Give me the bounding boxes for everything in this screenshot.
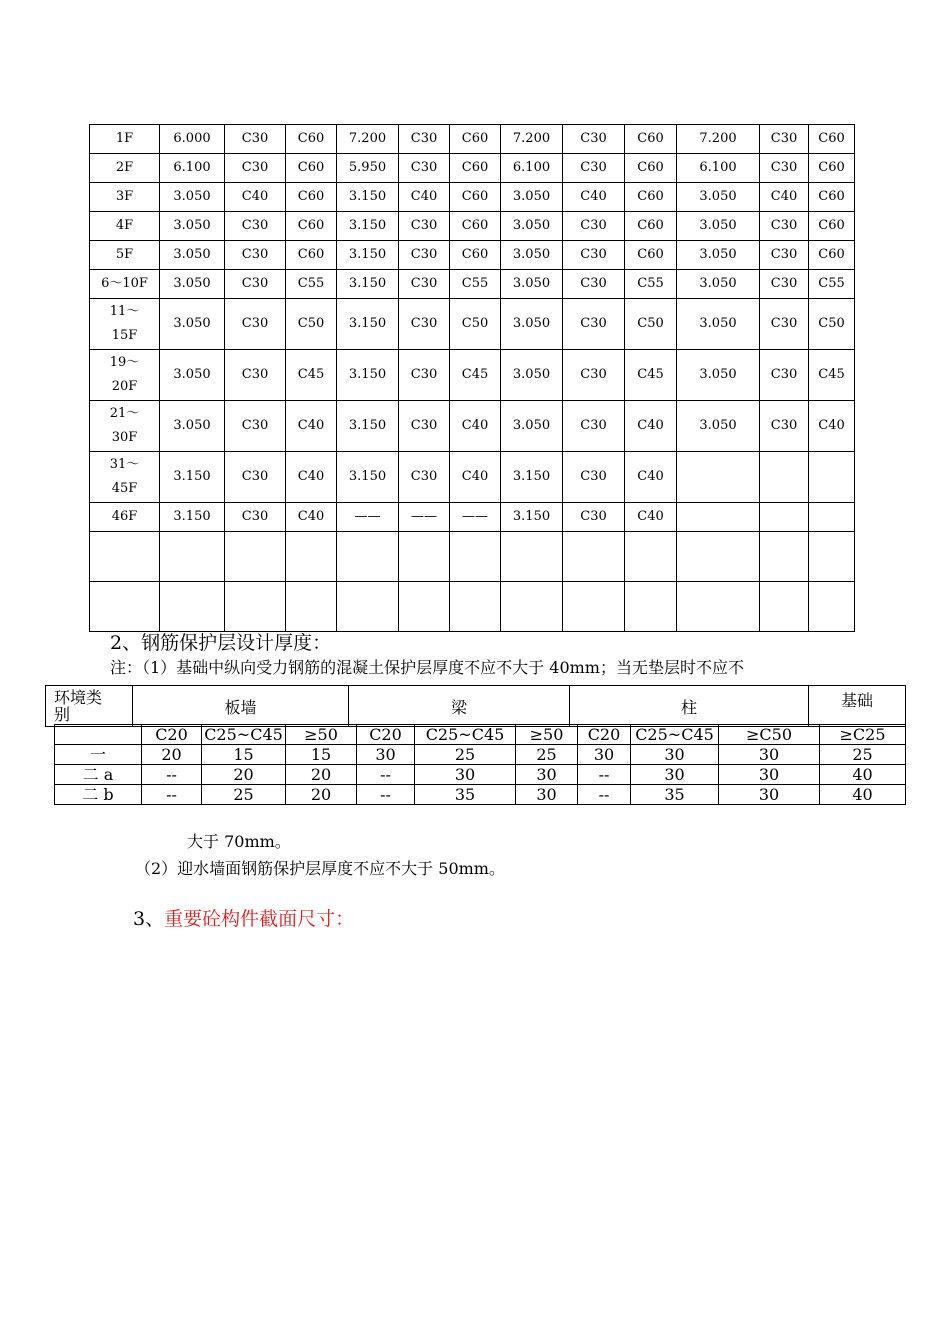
floor-value-cell: 3.150 xyxy=(337,241,399,270)
floor-value-cell: C30 xyxy=(760,350,809,401)
grade-header-cell: C25~C45 xyxy=(202,725,286,745)
floor-value-cell: C50 xyxy=(450,299,501,350)
grade-header-cell: C20 xyxy=(578,725,631,745)
env-category-cell: 一 xyxy=(55,745,142,765)
floor-value-cell: C40 xyxy=(399,183,450,212)
floor-value-cell: 5.950 xyxy=(337,154,399,183)
cover-value-cell: 20 xyxy=(142,745,202,765)
floor-value-cell: 3.050 xyxy=(677,299,760,350)
floor-value-cell: C60 xyxy=(809,125,855,154)
floor-label-cell xyxy=(90,532,160,582)
floor-row xyxy=(90,503,855,532)
floor-value-cell: 3.050 xyxy=(501,350,563,401)
floor-value-cell xyxy=(337,532,399,582)
group-header-foundation: 基础 xyxy=(809,686,906,727)
floor-value-cell: 3.150 xyxy=(501,503,563,532)
floor-value-cell: C30 xyxy=(399,270,450,299)
floor-value-cell: C30 xyxy=(760,212,809,241)
floor-value-cell: C30 xyxy=(760,270,809,299)
floor-value-cell: C30 xyxy=(563,401,625,452)
floor-row xyxy=(90,125,855,154)
cover-value-cell: -- xyxy=(578,785,631,805)
floor-value-cell: C30 xyxy=(563,241,625,270)
note-line-1-continued: 大于 70mm。 xyxy=(187,832,291,851)
floor-value-cell: 3.050 xyxy=(160,183,225,212)
floor-value-cell: C30 xyxy=(760,241,809,270)
floor-row xyxy=(90,582,855,632)
cover-value-cell: 20 xyxy=(286,765,357,785)
cover-row xyxy=(55,765,906,785)
floor-value-cell: C40 xyxy=(225,183,286,212)
floor-value-cell: C60 xyxy=(286,212,337,241)
grade-row xyxy=(55,725,906,745)
cover-row xyxy=(55,785,906,805)
floor-value-cell: 3.050 xyxy=(501,212,563,241)
floor-value-cell: C60 xyxy=(625,183,677,212)
floor-value-cell: 3.150 xyxy=(160,452,225,503)
group-header-column: 柱 xyxy=(570,686,809,727)
floor-value-cell: C30 xyxy=(563,154,625,183)
grade-header-cell: ≥50 xyxy=(286,725,357,745)
cover-value-cell: -- xyxy=(142,765,202,785)
floor-value-cell xyxy=(625,582,677,632)
floor-row xyxy=(90,452,855,503)
floor-value-cell: 3.050 xyxy=(501,401,563,452)
floor-value-cell: C60 xyxy=(809,212,855,241)
floor-label-cell: 2F xyxy=(90,154,160,183)
floor-row xyxy=(90,401,855,452)
floor-value-cell xyxy=(286,582,337,632)
floor-value-cell xyxy=(337,582,399,632)
floor-value-cell: 3.050 xyxy=(501,299,563,350)
floor-value-cell: 3.050 xyxy=(501,241,563,270)
floor-value-cell: C30 xyxy=(563,350,625,401)
floor-value-cell: C30 xyxy=(225,270,286,299)
floor-value-cell: C45 xyxy=(286,350,337,401)
floor-value-cell: C60 xyxy=(450,154,501,183)
cover-value-cell: 30 xyxy=(719,765,820,785)
cover-value-cell: 25 xyxy=(820,745,906,765)
grade-header-cell: ≥C25 xyxy=(820,725,906,745)
section-3-title xyxy=(133,904,354,931)
floor-value-cell xyxy=(450,582,501,632)
floor-value-cell: C50 xyxy=(625,299,677,350)
floor-value-cell xyxy=(677,503,760,532)
floor-value-cell: C30 xyxy=(399,299,450,350)
floor-value-cell xyxy=(160,532,225,582)
floor-value-cell: C30 xyxy=(225,125,286,154)
cover-value-cell: 25 xyxy=(202,785,286,805)
floor-value-cell: C60 xyxy=(450,241,501,270)
floor-value-cell: C60 xyxy=(809,183,855,212)
cover-value-cell: -- xyxy=(142,785,202,805)
floor-row xyxy=(90,270,855,299)
floor-value-cell: C60 xyxy=(450,183,501,212)
floor-label-cell: 19～ 20F xyxy=(90,350,160,401)
floor-value-cell: 7.200 xyxy=(501,125,563,154)
floor-value-cell: C60 xyxy=(625,212,677,241)
floor-value-cell: C30 xyxy=(563,212,625,241)
floor-value-cell xyxy=(286,532,337,582)
floor-value-cell: C60 xyxy=(286,154,337,183)
floor-label-cell: 46F xyxy=(90,503,160,532)
floor-value-cell: C60 xyxy=(625,154,677,183)
floor-value-cell: C40 xyxy=(286,401,337,452)
floor-value-cell xyxy=(225,532,286,582)
floor-value-cell: C30 xyxy=(225,350,286,401)
floor-value-cell: 3.050 xyxy=(677,401,760,452)
floor-value-cell: 6.000 xyxy=(160,125,225,154)
floor-value-cell: 3.150 xyxy=(337,452,399,503)
env-category-cell: 二 a xyxy=(55,765,142,785)
floor-value-cell xyxy=(809,503,855,532)
floor-value-cell: C30 xyxy=(225,212,286,241)
floor-value-cell: C55 xyxy=(450,270,501,299)
floor-row xyxy=(90,350,855,401)
floor-value-cell: C30 xyxy=(225,154,286,183)
floor-value-cell: 3.050 xyxy=(160,350,225,401)
floor-value-cell xyxy=(677,582,760,632)
section-2-title: 2、钢筋保护层设计厚度： xyxy=(110,632,332,654)
floor-value-cell: 3.150 xyxy=(160,503,225,532)
floor-value-cell: C60 xyxy=(625,241,677,270)
floor-value-cell: C30 xyxy=(760,125,809,154)
cover-value-cell: 20 xyxy=(202,765,286,785)
floor-value-cell xyxy=(450,532,501,582)
floor-value-cell: C30 xyxy=(225,401,286,452)
cover-value-cell: 30 xyxy=(719,745,820,765)
cover-value-cell: 25 xyxy=(415,745,516,765)
grade-header-cell: C25~C45 xyxy=(415,725,516,745)
cover-value-cell: 30 xyxy=(631,765,719,785)
floor-value-cell: C40 xyxy=(625,452,677,503)
floor-value-cell xyxy=(809,532,855,582)
floor-value-cell: C60 xyxy=(625,125,677,154)
floor-value-cell: 3.050 xyxy=(160,241,225,270)
floor-value-cell: C60 xyxy=(450,212,501,241)
floor-value-cell: C30 xyxy=(399,350,450,401)
floor-value-cell: C30 xyxy=(399,401,450,452)
floor-value-cell: C30 xyxy=(760,401,809,452)
floor-value-cell: 3.150 xyxy=(337,270,399,299)
floor-value-cell: C40 xyxy=(625,401,677,452)
floor-value-cell: C45 xyxy=(809,350,855,401)
floor-label-cell: 11～ 15F xyxy=(90,299,160,350)
floor-value-cell xyxy=(677,532,760,582)
floor-value-cell: 7.200 xyxy=(677,125,760,154)
floor-value-cell: C30 xyxy=(760,299,809,350)
note-line-1: 注：（1）基础中纵向受力钢筋的混凝土保护层厚度不应不大于 40mm；当无垫层时不应不 xyxy=(110,658,744,677)
floor-value-cell: —— xyxy=(450,503,501,532)
cover-value-cell: 30 xyxy=(719,785,820,805)
floor-value-cell: C40 xyxy=(809,401,855,452)
floor-value-cell: C60 xyxy=(286,241,337,270)
floor-value-cell: 3.050 xyxy=(501,183,563,212)
grade-header-cell: C20 xyxy=(142,725,202,745)
group-header-beam: 梁 xyxy=(349,686,570,727)
cover-value-cell: 20 xyxy=(286,785,357,805)
floor-value-cell: C55 xyxy=(286,270,337,299)
floor-value-cell xyxy=(760,503,809,532)
floor-value-cell: 6.100 xyxy=(160,154,225,183)
floor-value-cell: C30 xyxy=(225,241,286,270)
floor-value-cell: C60 xyxy=(809,154,855,183)
floor-value-cell: C30 xyxy=(399,154,450,183)
floor-value-cell: C30 xyxy=(563,299,625,350)
cover-value-cell: 40 xyxy=(820,785,906,805)
floor-value-cell xyxy=(225,582,286,632)
floor-value-cell: C60 xyxy=(286,125,337,154)
floor-value-cell: 3.050 xyxy=(160,270,225,299)
floor-value-cell: 3.150 xyxy=(501,452,563,503)
floor-value-cell xyxy=(809,452,855,503)
floor-value-cell: 3.050 xyxy=(677,183,760,212)
floor-value-cell: C45 xyxy=(625,350,677,401)
floor-value-cell: 3.050 xyxy=(160,299,225,350)
floor-row xyxy=(90,154,855,183)
floor-value-cell: C30 xyxy=(225,452,286,503)
cover-value-cell: 15 xyxy=(286,745,357,765)
grade-header-cell: ≥50 xyxy=(516,725,578,745)
floor-value-cell: C40 xyxy=(625,503,677,532)
floor-value-cell: C50 xyxy=(809,299,855,350)
floor-label-cell: 5F xyxy=(90,241,160,270)
floor-value-cell: C30 xyxy=(563,452,625,503)
floor-value-cell: C55 xyxy=(809,270,855,299)
floor-value-cell: C40 xyxy=(450,401,501,452)
floor-row xyxy=(90,241,855,270)
cover-value-cell: 15 xyxy=(202,745,286,765)
cover-value-cell: 30 xyxy=(578,745,631,765)
floor-value-cell: C60 xyxy=(286,183,337,212)
floor-label-cell: 6～10F xyxy=(90,270,160,299)
floor-value-cell: 6.100 xyxy=(501,154,563,183)
group-header-slab-wall: 板墙 xyxy=(133,686,349,727)
floor-value-cell: C30 xyxy=(563,503,625,532)
floor-value-cell: C40 xyxy=(286,452,337,503)
floor-value-cell: 3.050 xyxy=(677,212,760,241)
floor-value-cell xyxy=(760,452,809,503)
floor-value-cell xyxy=(501,532,563,582)
floor-value-cell: 3.050 xyxy=(677,241,760,270)
cover-value-cell: 25 xyxy=(516,745,578,765)
floor-value-cell: 3.050 xyxy=(160,212,225,241)
floor-value-cell: 3.150 xyxy=(337,183,399,212)
grade-row-blank xyxy=(55,725,142,745)
floor-value-cell: C30 xyxy=(399,241,450,270)
floor-value-cell: C50 xyxy=(286,299,337,350)
cover-value-cell: -- xyxy=(357,785,415,805)
floor-row xyxy=(90,532,855,582)
floor-value-cell: —— xyxy=(337,503,399,532)
cover-value-cell: 30 xyxy=(357,745,415,765)
floor-row xyxy=(90,299,855,350)
floor-row xyxy=(90,183,855,212)
floor-value-cell: C30 xyxy=(563,270,625,299)
floor-value-cell xyxy=(501,582,563,632)
cover-row xyxy=(55,745,906,765)
floor-value-cell: C30 xyxy=(399,212,450,241)
floor-value-cell: 3.150 xyxy=(337,299,399,350)
cover-value-cell: 35 xyxy=(415,785,516,805)
floor-value-cell: C40 xyxy=(286,503,337,532)
cover-value-cell: 40 xyxy=(820,765,906,785)
floor-value-cell: C30 xyxy=(225,299,286,350)
floor-value-cell xyxy=(677,452,760,503)
floor-label-cell: 21～ 30F xyxy=(90,401,160,452)
floor-concrete-table xyxy=(89,124,855,632)
cover-value-cell: 30 xyxy=(415,765,516,785)
grade-header-cell: C20 xyxy=(357,725,415,745)
floor-value-cell: C30 xyxy=(399,452,450,503)
floor-value-cell: 6.100 xyxy=(677,154,760,183)
floor-label-cell: 3F xyxy=(90,183,160,212)
floor-value-cell xyxy=(760,532,809,582)
cover-table-header xyxy=(45,685,906,727)
floor-value-cell: 3.150 xyxy=(337,212,399,241)
floor-value-cell xyxy=(160,582,225,632)
floor-value-cell: C40 xyxy=(760,183,809,212)
floor-label-cell: 4F xyxy=(90,212,160,241)
floor-value-cell: —— xyxy=(399,503,450,532)
env-category-cell: 二 b xyxy=(55,785,142,805)
floor-value-cell: C60 xyxy=(809,241,855,270)
floor-value-cell: C45 xyxy=(450,350,501,401)
cover-value-cell: -- xyxy=(578,765,631,785)
floor-value-cell: 3.150 xyxy=(337,350,399,401)
env-category-header: 环境类 别 xyxy=(46,686,133,727)
floor-value-cell: 3.150 xyxy=(337,401,399,452)
floor-value-cell: C40 xyxy=(450,452,501,503)
floor-value-cell xyxy=(809,582,855,632)
floor-value-cell xyxy=(625,532,677,582)
section-3-number: 3、 xyxy=(133,908,165,930)
cover-value-cell: 30 xyxy=(516,765,578,785)
floor-value-cell: C30 xyxy=(563,125,625,154)
cover-value-cell: 35 xyxy=(631,785,719,805)
floor-value-cell: C30 xyxy=(225,503,286,532)
floor-value-cell: 3.050 xyxy=(160,401,225,452)
floor-value-cell: C60 xyxy=(450,125,501,154)
floor-label-cell xyxy=(90,582,160,632)
section-3-heading: 重要砼构件截面尺寸： xyxy=(164,908,355,930)
cover-thickness-table xyxy=(54,724,906,805)
floor-label-cell: 31～ 45F xyxy=(90,452,160,503)
floor-value-cell xyxy=(399,582,450,632)
floor-value-cell: 3.050 xyxy=(677,270,760,299)
floor-value-cell: C30 xyxy=(399,125,450,154)
cover-value-cell: -- xyxy=(357,765,415,785)
floor-value-cell: C40 xyxy=(563,183,625,212)
floor-value-cell xyxy=(760,582,809,632)
floor-value-cell: C55 xyxy=(625,270,677,299)
floor-label-cell: 1F xyxy=(90,125,160,154)
floor-value-cell xyxy=(399,532,450,582)
note-line-2: （2）迎水墙面钢筋保护层厚度不应不大于 50mm。 xyxy=(135,859,505,878)
floor-value-cell: 3.050 xyxy=(501,270,563,299)
grade-header-cell: C25~C45 xyxy=(631,725,719,745)
floor-value-cell xyxy=(563,532,625,582)
cover-value-cell: 30 xyxy=(516,785,578,805)
floor-value-cell: C30 xyxy=(760,154,809,183)
floor-value-cell: 7.200 xyxy=(337,125,399,154)
grade-header-cell: ≥C50 xyxy=(719,725,820,745)
floor-row xyxy=(90,212,855,241)
floor-value-cell: 3.050 xyxy=(677,350,760,401)
floor-value-cell xyxy=(563,582,625,632)
cover-value-cell: 30 xyxy=(631,745,719,765)
